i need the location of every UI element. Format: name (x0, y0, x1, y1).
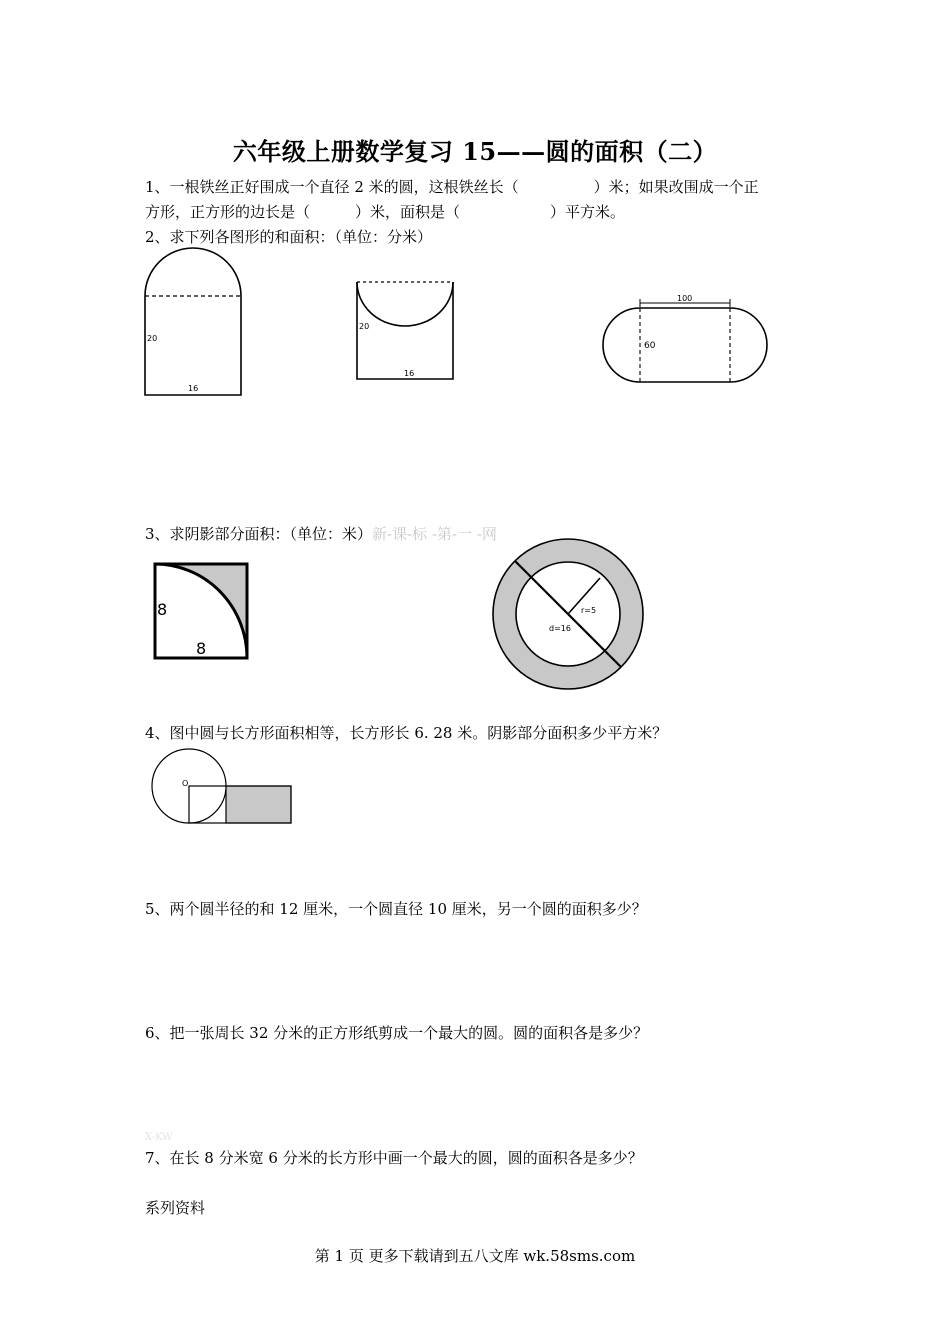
figure-3-top-label: 100 (677, 294, 693, 303)
watermark-text: 新-课-标 -第-一 -网 (372, 525, 497, 543)
figure-1-bottom-label: 16 (188, 384, 199, 393)
figure-rect-semicircle-cut (352, 278, 462, 384)
figure-2-bottom-label: 16 (404, 369, 415, 378)
figure-square-quarter-circle (150, 558, 254, 664)
question-7: 7、在长 8 分米宽 6 分米的长方形中画一个最大的圆，圆的面积各是多少？ (145, 1149, 643, 1167)
question-1-line-1: 1、一根铁丝正好围成一个直径 2 米的圆，这根铁丝长（ ）米；如果改围成一个正 (145, 178, 759, 196)
question-6: 6、把一张周长 32 分米的正方形纸剪成一个最大的圆。圆的面积各是多少？ (145, 1024, 649, 1042)
figure-2-side-label: 20 (359, 322, 370, 331)
figure-3-side-label: 60 (644, 341, 656, 351)
figure-circle-rectangle (145, 744, 300, 828)
question-3-text: 3、求阴影部分面积：（单位：米） (145, 525, 373, 543)
page-footer: 第 1 页 更多下载请到五八文库 wk.58sms.com (314, 1247, 636, 1265)
question-5: 5、两个圆半径的和 12 厘米，一个圆直径 10 厘米，另一个圆的面积多少？ (145, 900, 647, 918)
faint-mark: X-KW (145, 1132, 173, 1143)
question-3 (145, 522, 497, 546)
question-1-line-2: 方形，正方形的边长是（ ）米，面积是（ ）平方米。 (145, 203, 626, 221)
question-2: 2、求下列各图形的和面积：（单位：分米） (145, 228, 433, 246)
figure-rect-semicircle-top (140, 245, 250, 400)
figure-q3-diameter-label: d=16 (549, 624, 571, 633)
figure-q3-left-label: 8 (157, 600, 168, 619)
series-note: 系列资料 (145, 1199, 206, 1217)
figure-q3-bottom-label: 8 (196, 639, 207, 658)
page-title: 六年级上册数学复习 15——圆的面积（二） (232, 137, 718, 166)
figure-1-side-label: 20 (147, 334, 158, 343)
figure-q4-center-label: O (182, 779, 189, 788)
figure-stadium (600, 288, 770, 388)
figure-annulus (488, 536, 648, 696)
question-4: 4、图中圆与长方形面积相等，长方形长 6. 28 米。阴影部分面积多少平方米？ (145, 724, 668, 742)
figure-q3-radius-label: r=5 (581, 606, 597, 615)
